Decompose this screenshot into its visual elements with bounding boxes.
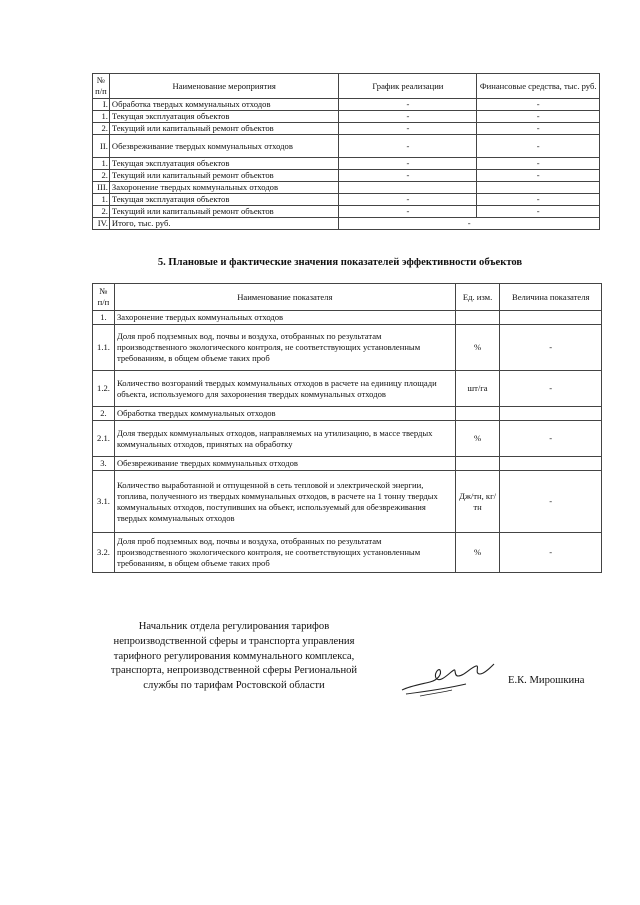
row-num: I. bbox=[93, 99, 110, 111]
row-num: 2. bbox=[93, 123, 110, 135]
table-row bbox=[93, 99, 600, 111]
row-name: Текущий или капитальный ремонт объектов bbox=[109, 123, 339, 135]
total-row bbox=[93, 218, 600, 230]
section-title: 5. Плановые и фактические значения показателей эффективности объектов bbox=[157, 257, 523, 268]
header-cell-num: № п/п bbox=[93, 74, 110, 99]
row-num: 1.1. bbox=[93, 325, 115, 371]
row-schedule: - bbox=[339, 99, 477, 111]
row-num: 3.1. bbox=[93, 471, 115, 533]
row-num: 1.2. bbox=[93, 371, 115, 407]
position-line: Начальник отдела регулирования тарифов bbox=[138, 621, 330, 632]
row-num: 2. bbox=[93, 206, 110, 218]
group-row bbox=[93, 311, 602, 325]
row-finance: - bbox=[477, 111, 600, 123]
row-schedule: - bbox=[339, 206, 477, 218]
row-finance bbox=[477, 182, 600, 194]
table-row bbox=[93, 471, 602, 533]
row-name: Текущая эксплуатация объектов bbox=[109, 158, 339, 170]
row-finance: - bbox=[477, 135, 600, 158]
row-name: Доля твердых коммунальных отходов, направляемых на утилизацию, в массе твердых коммунальных отходов, принятых на обработку bbox=[114, 421, 455, 457]
table-row bbox=[93, 206, 600, 218]
table-row bbox=[93, 325, 602, 371]
header-cell-unit: Ед. изм. bbox=[455, 284, 500, 311]
row-num: 3.2. bbox=[93, 533, 115, 573]
row-unit bbox=[455, 457, 500, 471]
header-cell-value: Величина показателя bbox=[500, 284, 602, 311]
row-name: Текущий или капитальный ремонт объектов bbox=[109, 206, 339, 218]
table-row bbox=[93, 182, 600, 194]
total-value: - bbox=[339, 218, 600, 230]
row-name: Доля проб подземных вод, почвы и воздуха, отобранных по результатам производственного экологического контроля, не соответствующих установленным требованиям, в общем объеме таких проб bbox=[114, 325, 455, 371]
table-row bbox=[93, 533, 602, 573]
row-unit: % bbox=[455, 325, 500, 371]
row-name: Количество выработанной и отпущенной в сеть тепловой и электрической энергии, топлива, полученного из твердых коммунальных отходов, в расчете на 1 тонну твердых коммунальных отходов, поступивших на объект, используемый для обезвреживания твердых коммунальных отходов bbox=[114, 471, 455, 533]
row-name: Текущая эксплуатация объектов bbox=[109, 111, 339, 123]
table-header-row bbox=[93, 74, 600, 99]
table-header-row bbox=[93, 284, 602, 311]
row-unit bbox=[455, 311, 500, 325]
row-num: III. bbox=[93, 182, 110, 194]
position-line: тарифного регулирования коммунального комплекса, bbox=[113, 650, 355, 662]
row-num: 2.1. bbox=[93, 421, 115, 457]
row-finance: - bbox=[477, 158, 600, 170]
row-value: - bbox=[500, 471, 602, 533]
row-num: 1. bbox=[93, 111, 110, 123]
row-name: Доля проб подземных вод, почвы и воздуха, отобранных по результатам производственного экологического контроля, не соответствующих установленным требованиям, в общем объеме таких проб bbox=[114, 533, 455, 573]
row-name: Обезвреживание твердых коммунальных отходов bbox=[114, 457, 455, 471]
row-name: Обработка твердых коммунальных отходов bbox=[114, 407, 455, 421]
row-unit bbox=[455, 407, 500, 421]
table-row bbox=[93, 135, 600, 158]
header-cell-name: Наименование показателя bbox=[114, 284, 455, 311]
row-name: Обезвреживание твердых коммунальных отходов bbox=[109, 135, 339, 158]
row-num: 2. bbox=[93, 407, 115, 421]
row-num: II. bbox=[93, 135, 110, 158]
row-num: 1. bbox=[93, 311, 115, 325]
row-schedule: - bbox=[339, 170, 477, 182]
header-cell-name: Наименование мероприятия bbox=[109, 74, 339, 99]
row-name: Количество возгораний твердых коммунальных отходов в расчете на единицу площади объекта, используемого для захоронения твердых коммунальных отходов bbox=[114, 371, 455, 407]
handwritten-signature bbox=[400, 660, 496, 700]
indicators-table bbox=[92, 283, 602, 573]
table-row bbox=[93, 371, 602, 407]
row-schedule: - bbox=[339, 111, 477, 123]
row-unit: Дж/тн, кг/тн bbox=[455, 471, 500, 533]
row-finance: - bbox=[477, 206, 600, 218]
table-row bbox=[93, 158, 600, 170]
row-finance: - bbox=[477, 170, 600, 182]
row-value: - bbox=[500, 371, 602, 407]
row-value: - bbox=[500, 325, 602, 371]
row-schedule bbox=[339, 182, 477, 194]
row-unit: % bbox=[455, 421, 500, 457]
position-line: непроизводственной сферы и транспорта управления bbox=[113, 635, 355, 647]
row-schedule: - bbox=[339, 194, 477, 206]
row-unit: шт/га bbox=[455, 371, 500, 407]
row-value: - bbox=[500, 533, 602, 573]
row-num: 1. bbox=[93, 194, 110, 206]
table-row bbox=[93, 111, 600, 123]
row-schedule: - bbox=[339, 158, 477, 170]
group-row bbox=[93, 407, 602, 421]
row-name: Захоронение твердых коммунальных отходов bbox=[114, 311, 455, 325]
row-finance: - bbox=[477, 99, 600, 111]
header-cell-schedule: График реализации bbox=[339, 74, 477, 99]
header-cell-finance: Финансовые средства, тыс. руб. bbox=[477, 74, 600, 99]
group-row bbox=[93, 457, 602, 471]
row-schedule: - bbox=[339, 123, 477, 135]
row-num: 1. bbox=[93, 158, 110, 170]
signatory-position bbox=[92, 620, 376, 694]
position-line: службы по тарифам Ростовской области bbox=[143, 680, 325, 692]
row-finance: - bbox=[477, 194, 600, 206]
row-unit: % bbox=[455, 533, 500, 573]
row-num: 2. bbox=[93, 170, 110, 182]
row-name: Обработка твердых коммунальных отходов bbox=[109, 99, 339, 111]
row-name: Текущая эксплуатация объектов bbox=[109, 194, 339, 206]
row-value: - bbox=[500, 421, 602, 457]
table-row bbox=[93, 123, 600, 135]
financing-table bbox=[92, 73, 600, 230]
total-label: Итого, тыс. руб. bbox=[109, 218, 339, 230]
row-schedule: - bbox=[339, 135, 477, 158]
position-line: транспорта, непроизводственной сферы Региональной bbox=[110, 665, 358, 677]
row-finance: - bbox=[477, 123, 600, 135]
table-row bbox=[93, 170, 600, 182]
signatory-name: Е.К. Мирошкина bbox=[508, 675, 585, 686]
row-value bbox=[500, 457, 602, 471]
row-name: Захоронение твердых коммунальных отходов bbox=[109, 182, 339, 194]
total-num: IV. bbox=[93, 218, 110, 230]
row-name: Текущий или капитальный ремонт объектов bbox=[109, 170, 339, 182]
row-value bbox=[500, 407, 602, 421]
table-row bbox=[93, 421, 602, 457]
header-cell-num: № п/п bbox=[93, 284, 115, 311]
row-num: 3. bbox=[93, 457, 115, 471]
row-value bbox=[500, 311, 602, 325]
table-row bbox=[93, 194, 600, 206]
